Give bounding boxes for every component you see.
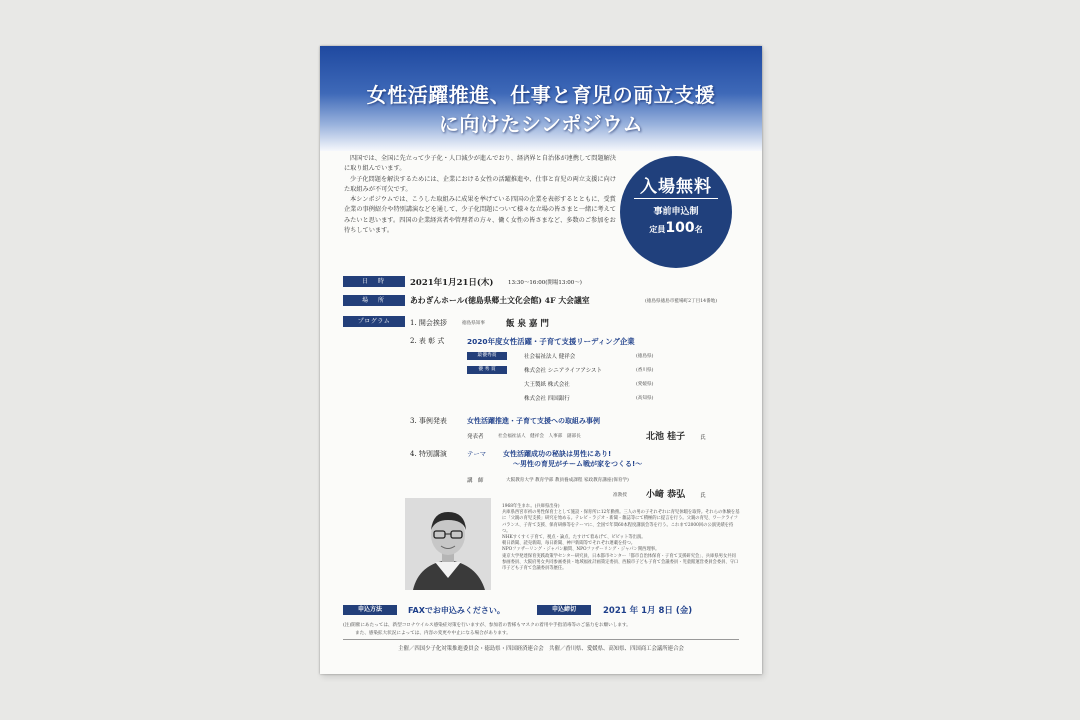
venue-address: (徳島県徳島市藍場町2丁目14番地) bbox=[645, 299, 718, 304]
bio-line: 1968年生まれ。(兵庫県出身) bbox=[502, 504, 560, 509]
excellent-pref: (愛媛県) bbox=[636, 382, 654, 387]
lecturer-name: 小﨑 恭弘 bbox=[646, 490, 686, 500]
bio-line: 東京大学発達保育実践政策学センター研究員、日本都市センター「都市自治体保育・子育て支援研究会」、兵庫県男女共同参画委員、大阪府男女共同参画委員・地域福祉計画策定委員、西脇市子ども子育て会議委員・児童館運営委員会委員、守口市子ども子育て会議委員等歴任。 bbox=[502, 553, 739, 572]
theme-line-1: 女性活躍成功の秘訣は男性にあり! bbox=[503, 450, 612, 458]
excellent-company: 株式会社 四国銀行 bbox=[524, 396, 570, 402]
presenter-name: 北池 桂子 bbox=[646, 432, 686, 442]
lecturer-suffix: 氏 bbox=[700, 493, 706, 499]
presenter-label: 発表者 bbox=[467, 434, 484, 440]
lecturer-title: 准教授 bbox=[613, 493, 627, 498]
capacity-suffix: 名 bbox=[694, 225, 703, 234]
excellent-company: 大王製紙 株式会社 bbox=[524, 382, 570, 388]
bio-line: 兵庫県西宮市初の男性保育士として施設・保育所に12年勤務。三人の男の子それぞれに育児休暇を取得。それらの体験を基に「父親の育児支援」研究を始める。テレビ・ラジオ・新聞・雑誌等にて積極的に提言を行う。父親の育児、ワークライフバランス、子育て支援、保育研修等をテーマに、全国で年間60本程度講演会等を行う。これまで2000回の公演実績を持つ。 bbox=[502, 510, 740, 534]
grand-prize-tag: 最優秀賞 bbox=[467, 352, 507, 360]
organizers-footer: 主催／四国少子化対策推進委員会・徳島県・四国経済連合会 共催／香川県、愛媛県、高知県、四国商工会議所連合会 bbox=[398, 646, 684, 652]
item1-role: 徳島県知事 bbox=[462, 321, 485, 326]
presenter-suffix: 氏 bbox=[700, 435, 706, 441]
lecturer-bio bbox=[502, 504, 740, 572]
intro-paragraph: 少子化問題を解決するためには、企業における女性の活躍推進や、仕事と育児の両立支援に向けた取組みが不可欠です。 bbox=[344, 175, 616, 193]
badge-reservation: 事前申込制 bbox=[653, 207, 699, 217]
deadline-label: 申込締切 bbox=[537, 605, 591, 615]
title-line-1: 女性活躍推進、仕事と育児の両立支援 bbox=[366, 83, 716, 107]
badge-capacity bbox=[620, 220, 732, 236]
intro-text bbox=[344, 154, 620, 236]
excellent-company: 株式会社 シニアライフアシスト bbox=[524, 368, 603, 374]
free-admission-badge bbox=[620, 156, 732, 268]
title-line-2: に向けたシンポジウム bbox=[438, 112, 644, 136]
notes bbox=[343, 622, 743, 638]
item1-name: 飯 泉 嘉 門 bbox=[506, 319, 549, 329]
grand-prize-pref: (徳島県) bbox=[636, 354, 654, 359]
lecturer-photo bbox=[405, 498, 491, 590]
item4-number: 4. 特別講演 bbox=[410, 450, 447, 458]
lecturer-org: 大阪教育大学 教育学部 教員養成課程 家政教育講座(保育学) bbox=[506, 478, 629, 483]
event-date: 2021年1月21日(木) bbox=[410, 278, 494, 288]
item1-number: 1. 開会挨拶 bbox=[410, 319, 447, 327]
apply-method-label: 申込方法 bbox=[343, 605, 397, 615]
event-time: 13:30～16:00(開場13:00～) bbox=[508, 280, 582, 286]
item3-number: 3. 事例発表 bbox=[410, 417, 447, 425]
theme-label: テーマ bbox=[467, 450, 487, 458]
lecturer-label: 講 師 bbox=[467, 478, 484, 484]
deadline-date: 2021 年 1月 8日 (金) bbox=[603, 606, 693, 616]
program-label: プログラム bbox=[343, 316, 405, 327]
note-line: (注)開催にあたっては、新型コロナウイルス感染症対策を行いますが、参加者の皆様もマスクの着用や手指消毒等のご協力をお願いします。 bbox=[343, 623, 631, 628]
capacity-prefix: 定員 bbox=[649, 225, 666, 234]
grand-prize-company: 社会福祉法人 健祥会 bbox=[524, 354, 576, 360]
presenter-org: 社会福祉法人 健祥会 人事部 副部長 bbox=[498, 434, 581, 439]
bio-line: 朝日新聞、読売新聞、毎日新聞、神戸新聞等でそれぞれ連載を持つ。 bbox=[502, 541, 636, 547]
item2-heading: 2020年度女性活躍・子育て支援リーディング企業 bbox=[467, 337, 635, 346]
intro-paragraph: 本シンポジウムでは、こうした取組みに成果を挙げている四国の企業を表彰するとともに、受賞企業の事例紹介や特別講演などを通して、少子化問題について様々な立場の皆さまと一緒に考えてみたいと思います。四国の企業経営者や管理者の方々、働く女性の皆さまなど、多数のご参加をお待ちしています。 bbox=[344, 196, 616, 235]
footer-divider bbox=[343, 639, 739, 640]
header-banner bbox=[320, 46, 762, 151]
bio-line: NPOファザーリング・ジャパン顧問、NPOファザーリング・ジャパン関西理事。 bbox=[502, 547, 660, 553]
excellent-prize-tag: 優 秀 賞 bbox=[467, 366, 507, 374]
item3-heading: 女性活躍推進・子育て支援への取組み事例 bbox=[467, 417, 600, 425]
venue-label: 場 所 bbox=[343, 295, 405, 306]
item2-number: 2. 表 彰 式 bbox=[410, 337, 445, 345]
note-line: また、感染拡大状況によっては、内容の変更や中止になる場合があります。 bbox=[355, 631, 511, 636]
datetime-label: 日 時 bbox=[343, 276, 405, 287]
theme-line-2: ～男性の育児がチーム戦が家をつくる!～ bbox=[513, 460, 643, 468]
venue-name: あわぎんホール(徳島県郷土文化会館) 4F 大会議室 bbox=[410, 296, 590, 305]
badge-divider bbox=[634, 198, 718, 199]
excellent-pref: (香川県) bbox=[636, 368, 654, 373]
excellent-pref: (高知県) bbox=[636, 396, 654, 401]
intro-paragraph: 四国では、全国に先立って少子化・人口減少が進んでおり、経済界と自治体が連携して問題解決に取り組んでいます。 bbox=[344, 155, 617, 173]
flyer-sheet bbox=[320, 46, 762, 674]
capacity-number: 100 bbox=[665, 220, 695, 236]
bio-line: NHKすくすく子育て、視点・論点、たすけて着あげて、ビビット等出演。 bbox=[502, 535, 646, 541]
badge-free: 入場無料 bbox=[640, 177, 712, 197]
apply-method: FAXでお申込みください。 bbox=[408, 606, 505, 615]
